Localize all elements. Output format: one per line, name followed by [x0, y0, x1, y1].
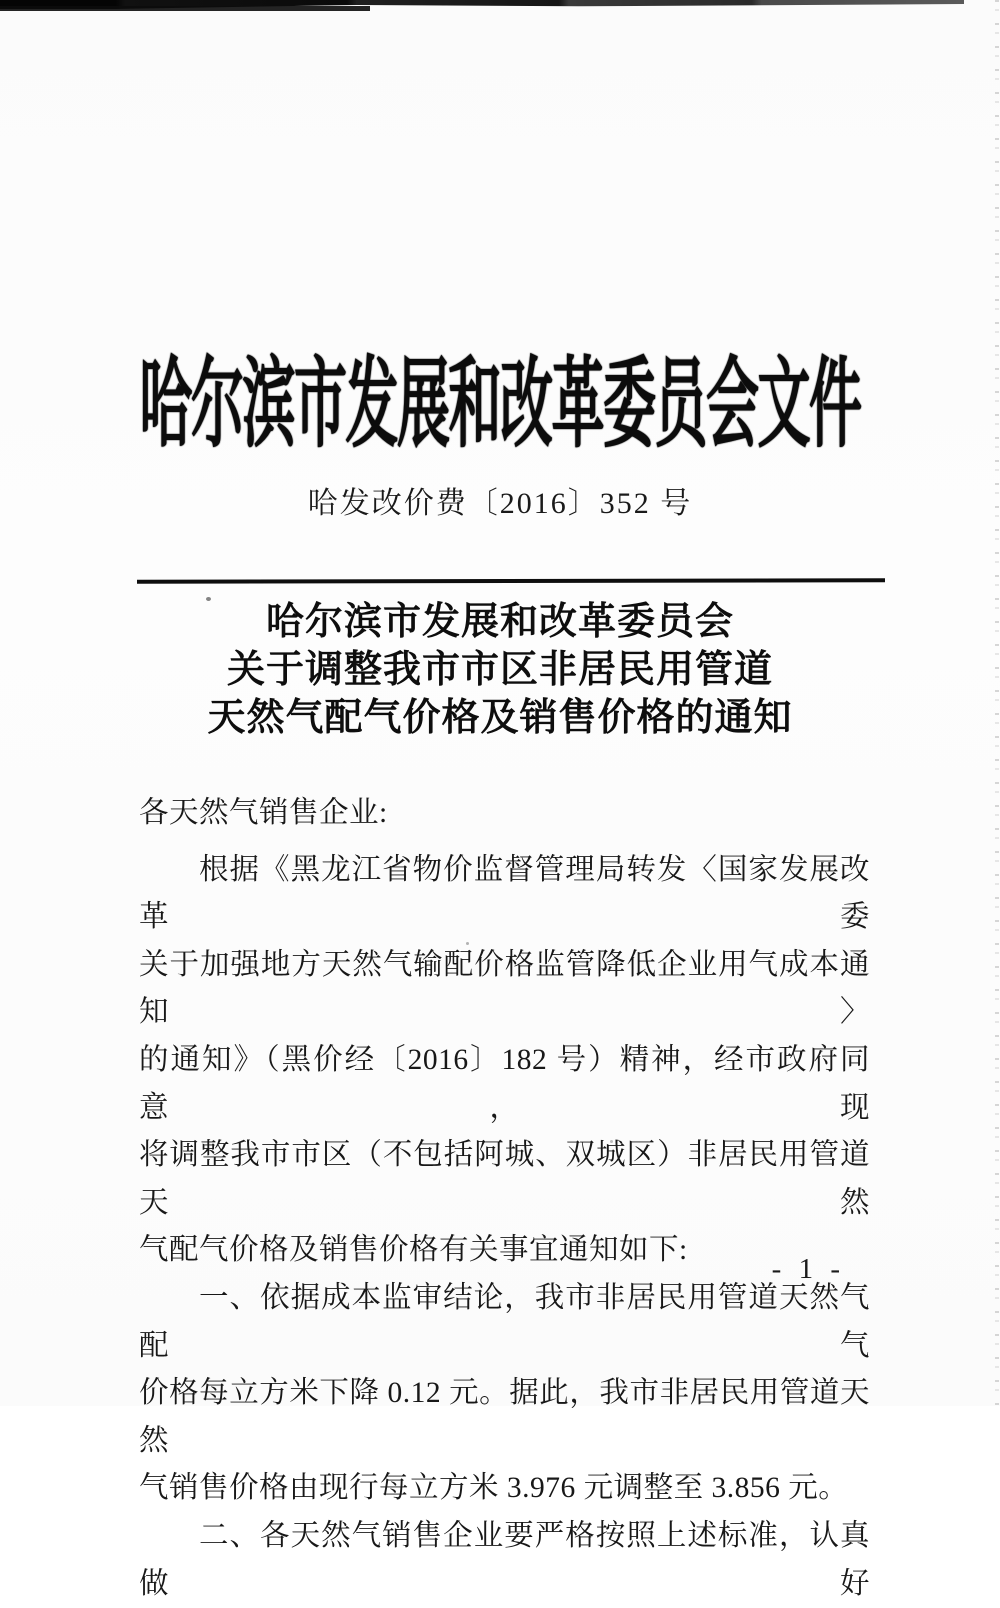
salutation-line: 各天然气销售企业: [139, 797, 388, 829]
document-title-line1: 哈尔滨市发展和改革委员会 [265, 601, 734, 643]
document-title [0, 598, 1000, 742]
agency-masthead-text: 哈尔滨市发展和改革委员会文件 [139, 352, 861, 460]
body-line: 价格每立方米下降 0.12 元。据此，我市非居民用管道天然 [139, 1377, 870, 1457]
body-line: 关于加强地方天然气输配价格监管降低企业用气成本通知〉 [139, 948, 870, 1029]
scan-edge-artifact-left [0, 6, 370, 11]
agency-masthead [0, 338, 1000, 460]
document-reference-number: 哈发改价费〔2016〕352 号 [307, 487, 693, 520]
document-title-line2: 关于调整我市市区非居民用管道 [226, 649, 773, 691]
body-line: 将调整我市市区（不包括阿城、双城区）非居民用管道天然 [139, 1139, 870, 1219]
body-line: 气销售价格由现行每立方米 3.976 元调整至 3.856 元。 [139, 1472, 849, 1505]
header-divider-rule [137, 578, 885, 584]
body-line: 气配气价格及销售价格有关事宜通知如下: [139, 1234, 688, 1267]
body-line: 根据《黑龙江省物价监督管理局转发〈国家发展改革委 [139, 853, 870, 934]
body-line: 二、各天然气销售企业要严格按照上述标准，认真做好 [139, 1519, 870, 1600]
body-line: 一、依据成本监审结论，我市非居民用管道天然气配气 [139, 1281, 870, 1362]
page-number: - 1 - [771, 1253, 845, 1285]
document-title-line3: 天然气配气价格及销售价格的通知 [207, 697, 793, 739]
body-line: 的通知》（黑价经〔2016〕182 号）精神，经市政府同意，现 [139, 1043, 870, 1124]
document-body [139, 790, 870, 1608]
